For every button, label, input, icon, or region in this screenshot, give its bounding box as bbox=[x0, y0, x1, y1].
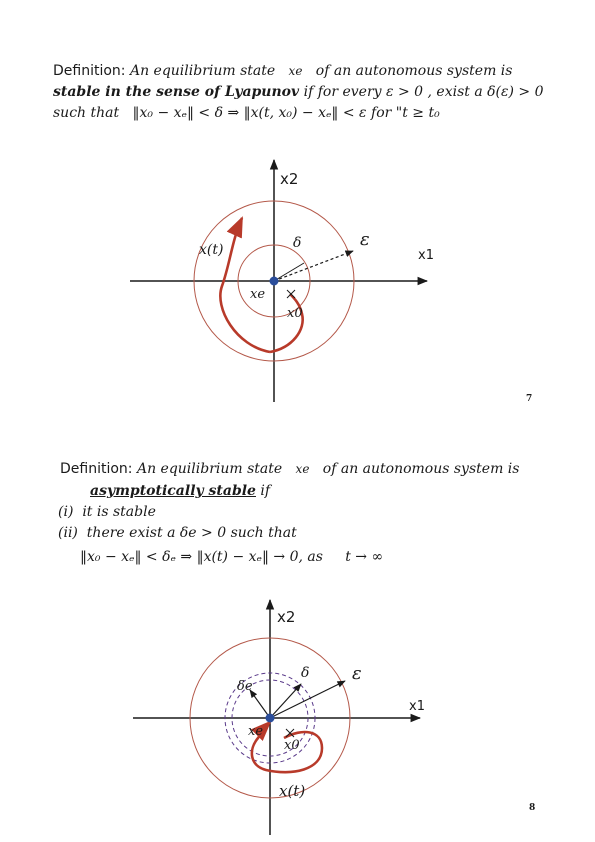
fig2-delta-radius bbox=[270, 684, 301, 718]
def1-label: Definition: bbox=[53, 63, 126, 79]
fig2-x1-label: x1 bbox=[409, 699, 425, 714]
def2-tail: of an autonomous system is bbox=[322, 461, 520, 477]
def2-if: if bbox=[260, 483, 271, 499]
def2-line5 bbox=[80, 548, 383, 566]
def2-item-ii-num: (ii) bbox=[58, 525, 78, 541]
def2-formula-tail: t → ∞ bbox=[345, 549, 384, 565]
def1-formula: ‖x₀ − xₑ‖ < δ ⇒ ‖x(t, x₀) − xₑ‖ < ε for "t ≥ t₀ bbox=[132, 105, 440, 121]
fig2-deltae-label: δe bbox=[237, 679, 253, 694]
def1-bold: stable in the sense of Lyapunov bbox=[53, 84, 300, 100]
def1-tail: of an autonomous system is bbox=[315, 63, 513, 79]
fig1-trajectory-start bbox=[270, 294, 303, 352]
def2-line4 bbox=[58, 524, 297, 542]
fig2-xe-label: xe bbox=[248, 724, 264, 739]
def1-text: An equilibrium state bbox=[129, 63, 276, 79]
fig1-origin-dot bbox=[270, 277, 279, 286]
fig2-x2-label: x2 bbox=[277, 608, 296, 626]
def2-line2 bbox=[90, 482, 270, 500]
def2-xe: xe bbox=[295, 462, 310, 476]
fig1-x0-label: x0 bbox=[287, 306, 303, 321]
def2-item-ii-text: there exist a δe > 0 such that bbox=[86, 525, 297, 541]
fig2-delta-label: δ bbox=[301, 665, 310, 681]
def1-cond: if for every ε > 0 , exist a δ(ε) > 0 bbox=[303, 84, 544, 100]
fig1-xt-label: x(t) bbox=[199, 242, 224, 258]
def2-line1 bbox=[60, 460, 519, 478]
fig1-epsilon-label: ε bbox=[360, 229, 370, 250]
fig2-deltae-radius bbox=[250, 690, 270, 718]
def2-item-i-num: (i) bbox=[58, 504, 74, 520]
def1-xe: xe bbox=[288, 64, 303, 78]
def2-label: Definition: bbox=[60, 461, 133, 477]
fig1-x1-label: x1 bbox=[418, 248, 434, 263]
def2-formula: ‖x₀ − xₑ‖ < δₑ ⇒ ‖x(t) − xₑ‖ → 0, as bbox=[80, 549, 323, 565]
fig1-xe-label: xe bbox=[250, 287, 266, 302]
fig2-origin-dot bbox=[266, 714, 275, 723]
def2-text: An equilibrium state bbox=[136, 461, 283, 477]
fig1-epsilon-radius bbox=[274, 251, 353, 281]
fig1-x2-label: x2 bbox=[280, 170, 299, 188]
def1-suchthat: such that bbox=[53, 105, 120, 121]
fig1-trajectory bbox=[220, 218, 270, 352]
page-number: 8 bbox=[529, 803, 536, 813]
fig2-x0-label: x0 bbox=[284, 738, 300, 753]
fig1-delta-radius bbox=[274, 263, 304, 281]
fig2-xt-label: x(t) bbox=[279, 782, 306, 800]
page-mark-7: 7 bbox=[526, 394, 533, 404]
fig1-delta-label: δ bbox=[293, 235, 302, 251]
def2-bold: asymptotically stable bbox=[90, 483, 256, 499]
def2-line3 bbox=[58, 503, 156, 521]
fig2-epsilon-label: ε bbox=[352, 663, 362, 684]
def2-item-i-text: it is stable bbox=[82, 504, 156, 520]
